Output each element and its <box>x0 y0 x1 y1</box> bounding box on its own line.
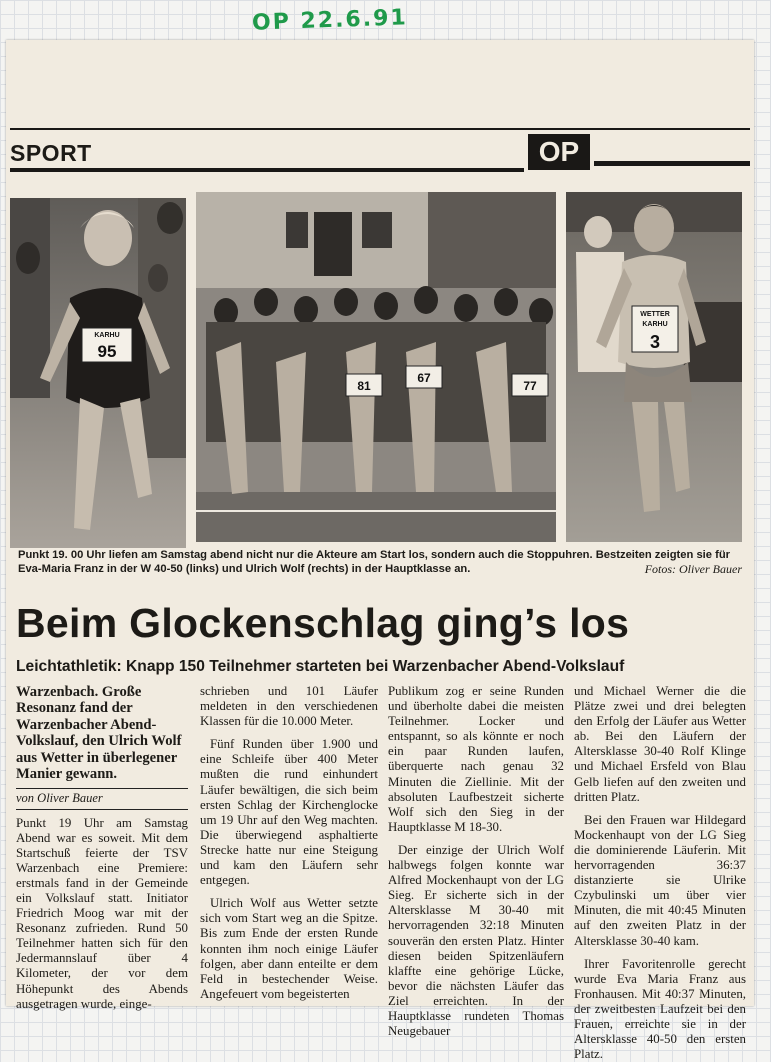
col2-paragraph: Fünf Runden über 1.900 und eine Schleife über 400 Meter mußten die rund einhundert Läufer bewältigen, die sich beim ersten Schlag der Kirchenglocke um 19 Uhr auf den Weg machten. Die überwiegend asphaltierte Strecke hatte nur eine Steigung und kam den Läufern sehr entgegen. <box>200 737 378 888</box>
col4-paragraph: Ihrer Favoritenrolle gerecht wurde Eva Maria Franz aus Fronhausen. Mit 40:37 Minuten, der zweitbesten Laufzeit bei den Frauen, erreichte sie in der Altersklasse 40-50 den ersten Platz. <box>574 956 746 1062</box>
date-stamp: OP 22.6.91 <box>251 5 409 36</box>
article-author: von Oliver Bauer <box>16 788 188 809</box>
article-headline: Beim Glockenschlag ging’s los <box>16 600 630 646</box>
article-column-1 <box>16 684 188 1012</box>
photo-left-runner <box>10 198 186 548</box>
op-logo: OP <box>528 134 590 170</box>
caption-text: Punkt 19. 00 Uhr liefen am Samstag abend nicht nur die Akteure am Start los, sondern auch die Stoppuhren. Bestzeiten zeigten sie für Eva-Maria Franz in der W 40-50 (links) und Ulrich Wolf (rechts) in der Hauptklasse an. <box>18 549 731 575</box>
newspaper-clipping <box>6 40 754 1062</box>
col4-paragraph: und Michael Werner die die Plätze zwei und drei belegten den Erfolg der Läufer aus Wetter ab. Bei den Läufern der Altersklasse 30-40 Rolf Klinge und Michael Ersfeld von Blau Gelb liefen auf den zweiten und dritten Platz. <box>574 684 746 804</box>
col2-paragraph: schrieben und 101 Läufer meldeten in den verschiedenen Klassen für die 10.000 Meter. <box>200 684 378 729</box>
col1-paragraph: Punkt 19 Uhr am Samstag Abend war es soweit. Mit dem Startschuß feierte der TSV Warzenbach eine Premiere: erstmals fand in der Gemeinde ein Volkslauf statt. Initiator Friedrich Moog war mit der Resonanz zufrieden. Rund 50 Teilnehmer hatten sich für den Jedermannslauf über 4 Kilometer, der vor dem Höhepunkt des Abends ausgetragen wurde, einge- <box>16 815 188 1011</box>
photo-start-field <box>196 192 556 542</box>
article-column-4 <box>574 684 746 1062</box>
right-bib-brand: KARHU <box>642 321 668 328</box>
left-bib-number: 95 <box>97 342 117 361</box>
article-column-2 <box>200 684 378 1002</box>
header-rule-right <box>594 161 750 166</box>
left-bib-brand: KARHU <box>94 332 120 339</box>
col4-paragraph: Bei den Frauen war Hildegard Mockenhaupt von der LG Sieg die dominierende Läuferin. Mit hervorragenden 36:37 distanzierte sie Ulrike Czybulinski um über vier Minuten, die mit 40:45 Minuten auf den zweiten Platz in der Altersklasse 30-40 kam. <box>574 812 746 948</box>
photo-right-runner <box>566 192 742 542</box>
header-rule-left <box>10 168 524 172</box>
article-subheadline: Leichtathletik: Knapp 150 Teilnehmer starteten bei Warzenbacher Abend-Volkslauf <box>16 658 625 675</box>
bib-77: 77 <box>523 379 537 393</box>
article-lead: Warzenbach. Große Resonanz fand der Warzenbacher Abend-Volkslauf, den Ulrich Wolf aus Wetter in überlegener Manier gewann. <box>16 684 182 783</box>
right-bib-number: 3 <box>649 332 661 352</box>
top-rule <box>10 128 750 130</box>
col3-paragraph: Der einzige der Ulrich Wolf halbwegs folgen konnte war Alfred Mockenhaupt von der LG Sieg. Er sicherte sich in der Altersklasse M 30-40 mit hervorragenden 32:18 Minuten souverän den ersten Platz. Hinter diesen beiden Spitzenläufern klaffte eine gehörige Lücke, bevor die nächsten Läufer das Ziel erreichten. In der Hauptklasse rundeten Thomas Neugebauer <box>388 842 564 1039</box>
article-column-3 <box>388 684 564 1039</box>
section-title: SPORT <box>10 140 92 166</box>
bib-67: 67 <box>417 371 431 385</box>
bib-81: 81 <box>357 379 371 393</box>
photo-caption <box>18 548 744 576</box>
col3-paragraph: Publikum zog er seine Runden und überholte dabei die meisten Teilnehmer. Locker und entspannt, so als könnte er noch ein paar Runden laufen, überquerte nach genau 32 Minuten die Ziellinie. Mit der absoluten Laufbestzeit sicherte Wolf sich den Sieg in der Hauptklasse M 18-30. <box>388 684 564 834</box>
col2-paragraph: Ulrich Wolf aus Wetter setzte sich vom Start weg an die Spitze. Bis zum Ende der ersten Runde konnten ihm noch einige Läufer folgen, aber dann enteilte er dem Feld in bestechender Weise. Angefeuert vom begeisterten <box>200 896 378 1001</box>
photo-credit: Fotos: Oliver Bauer <box>644 562 742 576</box>
right-bib-club: WETTER <box>640 311 670 318</box>
